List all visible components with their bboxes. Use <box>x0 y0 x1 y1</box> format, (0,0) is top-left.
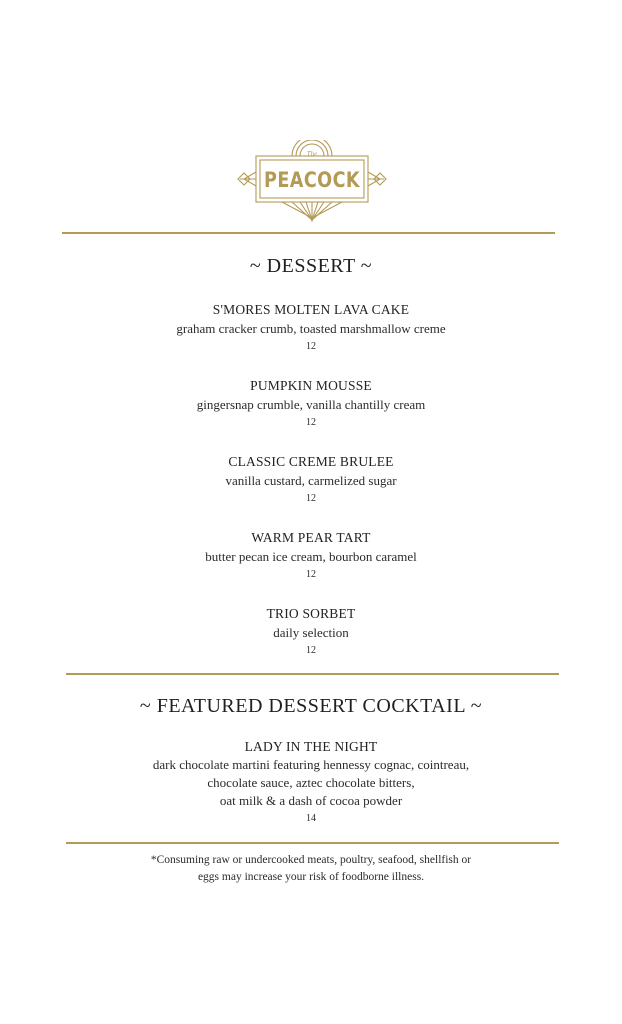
menu-item-description: daily selection <box>273 625 349 640</box>
menu-item-price: 12 <box>306 341 316 352</box>
menu-item-name: TRIO SORBET <box>266 606 356 621</box>
cocktail-description <box>0 756 622 810</box>
menu-item-name: S'MORES MOLTEN LAVA CAKE <box>212 302 410 317</box>
menu-item-name: CLASSIC CREME BRULEE <box>228 454 394 469</box>
cocktail-name: LADY IN THE NIGHT <box>244 739 378 754</box>
logo-wordmark: PEACOCK <box>264 168 361 192</box>
menu-item <box>0 528 622 584</box>
cocktail-menu <box>0 737 622 828</box>
menu-item <box>0 452 622 508</box>
peacock-logo <box>236 140 388 224</box>
disclaimer-line: eggs may increase your risk of foodborne illness. <box>197 871 425 883</box>
menu-item-description: graham cracker crumb, toasted marshmallow creme <box>176 321 446 336</box>
dessert-section-title: ~ DESSERT ~ <box>249 255 373 277</box>
menu-item-price: 12 <box>306 417 316 428</box>
menu-item-description: gingersnap crumble, vanilla chantilly cream <box>196 397 426 412</box>
menu-item-name: PUMPKIN MOUSSE <box>250 378 372 393</box>
menu-item-description: butter pecan ice cream, bourbon caramel <box>205 549 417 564</box>
cocktail-section-title: ~ FEATURED DESSERT COCKTAIL ~ <box>139 695 483 717</box>
menu-item-price: 12 <box>306 645 316 656</box>
cocktail-price: 14 <box>306 813 316 824</box>
food-safety-disclaimer <box>0 852 622 886</box>
menu-item <box>0 376 622 432</box>
divider-middle <box>66 673 559 675</box>
menu-item-price: 12 <box>306 569 316 580</box>
menu-item <box>0 300 622 356</box>
menu-item <box>0 604 622 660</box>
menu-item-description: vanilla custard, carmelized sugar <box>225 473 397 488</box>
cocktail-description-line: oat milk & a dash of cocoa powder <box>219 793 403 808</box>
menu-item-price: 12 <box>306 493 316 504</box>
cocktail-description-line: chocolate sauce, aztec chocolate bitters, <box>207 775 415 790</box>
cocktail-description-line: dark chocolate martini featuring hennessy cognac, cointreau, <box>152 757 470 772</box>
dessert-menu <box>0 300 622 660</box>
logo-small-text: The <box>306 150 318 158</box>
disclaimer-line: *Consuming raw or undercooked meats, poultry, seafood, shellfish or <box>150 854 472 866</box>
divider-top <box>62 232 555 234</box>
menu-item-name: WARM PEAR TART <box>251 530 371 545</box>
divider-bottom <box>66 842 559 844</box>
